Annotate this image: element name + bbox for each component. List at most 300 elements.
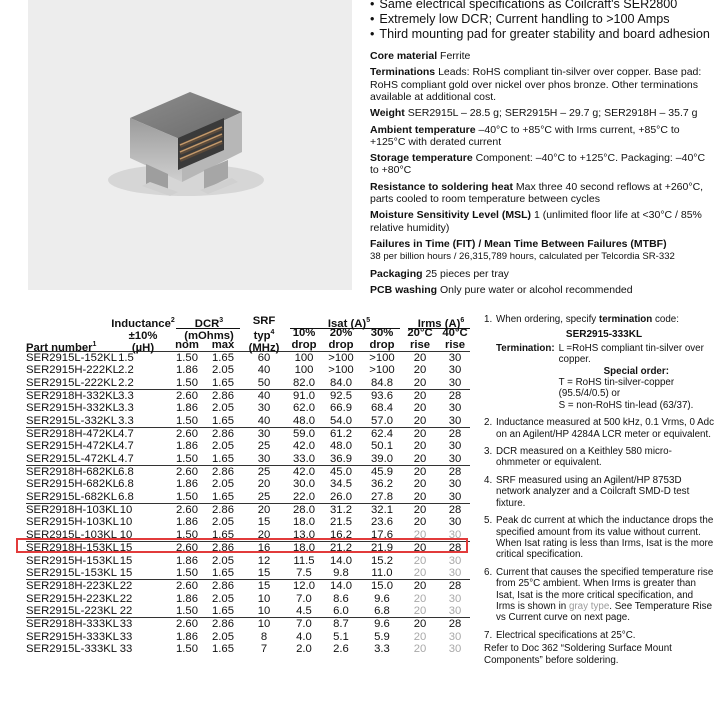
header-text: drop (291, 339, 317, 351)
table-cell: 57.0 (371, 414, 393, 427)
header-text: typ (253, 329, 271, 342)
table-cell: 16.2 (330, 528, 352, 541)
table-cell: 4.7 (118, 440, 134, 453)
table-cell: 8.7 (333, 618, 349, 631)
table-cell: SER2915H-222KL (26, 364, 119, 377)
row-group (26, 503, 470, 541)
table-cell: 20 (413, 428, 427, 441)
col-dcr-header: DCR$^3$ (mOhms) (184, 317, 234, 342)
table-cell: 36.9 (330, 452, 352, 465)
table-cell: 59.0 (293, 428, 315, 441)
table-cell: 25 (257, 440, 271, 453)
table-cell: 20 (413, 352, 427, 364)
table-cell: 62.0 (293, 402, 315, 415)
table-cell: 2.86 (212, 504, 234, 517)
table-cell: 1.50 (176, 352, 198, 364)
table-cell: 40 (257, 364, 271, 377)
table-cell: 21.5 (330, 516, 352, 529)
part-table (26, 315, 470, 655)
header-text: 40°C (442, 327, 468, 339)
header-text: (mOhms) (184, 329, 234, 342)
footnotes (484, 314, 714, 666)
table-cell: 1.50 (176, 566, 198, 579)
table-cell: 9.6 (374, 618, 390, 631)
spec-label: Storage temperature (370, 152, 473, 165)
table-row (26, 466, 470, 478)
table-cell: 1.86 (176, 440, 198, 453)
divider (408, 328, 470, 329)
header-text: drop (369, 339, 395, 351)
table-row (26, 555, 470, 567)
table-cell: 2.05 (212, 554, 234, 567)
divider (290, 328, 400, 329)
footnote-text: . See Temperature Rise vs Current curve on next page. (496, 600, 713, 624)
footnote-2 (484, 417, 714, 440)
footnote-1 (484, 314, 714, 325)
table-cell: 3.3 (118, 402, 134, 415)
table-cell: 20 (413, 490, 427, 503)
header-text: Inductance (111, 317, 171, 330)
table-cell: 22 (119, 580, 133, 593)
table-cell: 30 (448, 452, 462, 465)
footnote-number: 4. (484, 474, 493, 486)
header-text: Isat (A) (327, 317, 367, 330)
table-cell: 28 (448, 390, 462, 403)
table-cell: 20 (257, 504, 271, 517)
table-cell: 1.50 (176, 604, 198, 617)
table-cell: 15 (257, 566, 271, 579)
table-cell: 2.6 (333, 642, 349, 655)
table-cell: 28 (448, 618, 462, 631)
table-cell: 5.9 (374, 630, 390, 643)
table-cell: 30 (448, 516, 462, 529)
footnote-number: 6. (484, 566, 493, 578)
table-cell: SER2918H-223KL (26, 580, 119, 593)
table-row (26, 516, 470, 528)
table-cell: 16 (257, 542, 271, 555)
spec-text: Only pure water or alcohol recommended (440, 283, 633, 296)
table-cell: 4.0 (296, 630, 312, 643)
table-cell: 91.0 (293, 390, 315, 403)
table-cell: 2.60 (176, 618, 198, 631)
spec-ambient-temp (370, 124, 714, 148)
spec-terminations (370, 66, 714, 103)
spec-text: Component: –40°C to +125°C. Packaging: –40°C to +80°C (370, 152, 706, 177)
table-cell: 2.05 (212, 516, 234, 529)
table-cell: 15.2 (371, 554, 393, 567)
header-text: (µH) (131, 341, 155, 354)
table-cell: 33 (119, 642, 133, 655)
table-cell: 39.0 (371, 452, 393, 465)
feature-item: • Third mounting pad for greater stability and board adhesion (370, 27, 716, 42)
table-cell: 30 (448, 554, 462, 567)
table-cell: 30 (448, 642, 462, 655)
spec-fit-mtbf (370, 238, 714, 263)
table-cell: >100 (328, 352, 354, 364)
table-cell: 20 (413, 452, 427, 465)
table-row (26, 567, 470, 579)
table-row (26, 390, 470, 402)
table-cell: 20 (413, 440, 427, 453)
table-cell: 1.86 (176, 592, 198, 605)
table-cell: SER2918H-153KL (26, 542, 119, 555)
table-cell: 20 (413, 630, 427, 643)
table-cell: 28.0 (293, 504, 315, 517)
table-cell: 1.86 (176, 364, 198, 377)
footnote-text: Electrical specifications at 25°C. (496, 629, 636, 641)
table-cell: 48.0 (293, 414, 315, 427)
table-cell: 92.5 (330, 390, 352, 403)
table-cell: 20 (413, 504, 427, 517)
col-max-header: max (211, 339, 235, 351)
table-cell: 30 (448, 630, 462, 643)
table-cell: 2.86 (212, 618, 234, 631)
table-cell: 2.60 (176, 542, 198, 555)
table-cell: 1.50 (176, 414, 198, 427)
footnote-number: 3. (484, 446, 493, 458)
termination-values (559, 343, 714, 411)
table-cell: 100 (294, 364, 314, 377)
table-row (26, 478, 470, 490)
footnote-text (496, 314, 679, 325)
table-cell: 2.60 (176, 390, 198, 403)
table-cell: SER2918H-333KL (26, 618, 119, 631)
table-cell: 1.65 (212, 352, 234, 364)
table-cell: 66.9 (330, 402, 352, 415)
table-cell: 30 (448, 566, 462, 579)
table-cell: 11.5 (293, 554, 315, 567)
table-cell: 22 (119, 604, 133, 617)
footnote-number: 7. (484, 629, 493, 641)
table-cell: 4.7 (118, 452, 134, 465)
table-cell: 15 (257, 580, 271, 593)
table-cell: 68.4 (371, 402, 393, 415)
table-cell: 8.6 (333, 592, 349, 605)
product-photo (28, 0, 352, 290)
spec-label: PCB washing (370, 283, 438, 296)
table-cell: 33 (119, 618, 133, 631)
header-text: 20°C (407, 327, 433, 339)
table-cell: 45.0 (330, 466, 352, 479)
table-cell: 30 (448, 402, 462, 415)
table-cell: 1.50 (176, 490, 198, 503)
table-cell: 30 (448, 490, 462, 503)
table-row (26, 415, 470, 427)
spec-text: 38 per billion hours / 26,315,789 hours, calculated per Telcordia SR-332 (370, 251, 675, 263)
table-cell: 15 (257, 516, 271, 529)
table-cell: 84.8 (371, 376, 393, 389)
table-cell: 42.0 (293, 466, 315, 479)
spec-core-material (370, 50, 714, 62)
col-irms20-header (406, 327, 434, 351)
table-cell: 30 (448, 528, 462, 541)
table-cell: 1.65 (212, 528, 234, 541)
table-cell: SER2918H-682KL (26, 466, 119, 479)
table-cell: 1.65 (212, 566, 234, 579)
header-text: 10% (292, 327, 316, 339)
header-text: rise (409, 339, 431, 351)
termination-l: L =RoHS compliant tin-silver over copper. (558, 342, 704, 366)
table-cell: 17.6 (371, 528, 393, 541)
footnote-text: Current that causes the specified temperature rise from 25°C ambient. When Irms is greater than Isat, Isat is the more critical specification, and Irms is shown in (496, 566, 714, 612)
table-cell: 30 (257, 428, 271, 441)
row-group (26, 389, 470, 427)
table-cell: 15.0 (371, 580, 393, 593)
table-cell: SER2915L-152KL (26, 352, 118, 364)
table-cell: 20 (413, 390, 427, 403)
header-text: ±10% (128, 329, 158, 342)
termination-s: S = non-RoHS tin-lead (63/37). (558, 399, 694, 411)
spec-text: –40°C to +85°C with Irms current, +85°C to +125°C with derated current (370, 123, 680, 148)
col-irms40-header (439, 327, 471, 351)
table-cell: 15 (119, 542, 133, 555)
spec-storage-temp (370, 152, 714, 176)
col-isat30-header (362, 327, 402, 351)
spec-packaging (370, 268, 714, 280)
table-cell: 28 (448, 580, 462, 593)
table-cell: 10 (119, 504, 133, 517)
table-cell: 1.65 (212, 452, 234, 465)
spec-label: Moisture Sensitivity Level (MSL) (370, 209, 532, 222)
footnote-text: Peak dc current at which the inductance drops the specified amount from its value without current. When Isat rating is less than Irms, Isat is the more critical specification. (496, 515, 714, 561)
footnote-6 (484, 567, 714, 624)
table-row (26, 352, 470, 364)
col-isat20-header (323, 327, 359, 351)
table-cell: 20 (413, 364, 427, 377)
header-text: Irms (A) (417, 317, 461, 330)
table-cell: 30 (448, 414, 462, 427)
table-cell: 1.50 (176, 376, 198, 389)
table-cell: >100 (328, 364, 354, 377)
table-cell: 1.86 (176, 516, 198, 529)
table-cell: 21.2 (330, 542, 352, 555)
table-cell: 2.60 (176, 504, 198, 517)
table-cell: 1.65 (212, 376, 234, 389)
spec-text: 25 pieces per tray (425, 267, 509, 280)
table-cell: SER2915H-223KL (26, 592, 119, 605)
table-cell: SER2915H-682KL (26, 478, 119, 491)
table-cell: 30 (257, 402, 271, 415)
table-row (26, 605, 470, 617)
footnote-text: Inductance measured at 500 kHz, 0.1 Vrms, 0 Adc on an Agilent/HP 4284A LCR meter or equivalent. (496, 417, 715, 440)
spec-soldering-heat (370, 181, 714, 205)
table-cell: 10 (257, 618, 271, 631)
footnote-number: 2. (484, 417, 493, 429)
spec-msl (370, 209, 714, 233)
table-cell: 62.4 (371, 428, 393, 441)
table-cell: 61.2 (330, 428, 352, 441)
table-cell: 2.05 (212, 592, 234, 605)
table-cell: 33 (119, 630, 133, 643)
footnote-7 (484, 630, 714, 641)
spec-label: Ambient temperature (370, 123, 476, 136)
table-cell: 100 (294, 352, 314, 364)
table-cell: 33.0 (293, 452, 315, 465)
table-cell: 93.6 (371, 390, 393, 403)
footnote-text: DCR measured on a Keithley 580 micro-ohmmeter or equivalent. (496, 446, 672, 469)
table-cell: 28 (448, 428, 462, 441)
table-cell: SER2918H-103KL (26, 504, 119, 517)
table-cell: 2.05 (212, 478, 234, 491)
table-cell: SER2918H-472KL (26, 428, 119, 441)
table-cell: 30 (448, 592, 462, 605)
table-cell: 2.86 (212, 428, 234, 441)
spec-label: Terminations (370, 66, 436, 79)
table-cell: 50 (257, 376, 271, 389)
table-cell: 30 (448, 352, 462, 364)
table-cell: 2.86 (212, 542, 234, 555)
table-cell: 20 (413, 414, 427, 427)
table-cell: SER2915L-103KL (26, 528, 118, 541)
table-cell: 1.86 (176, 554, 198, 567)
spec-text: Ferrite (440, 50, 471, 62)
footnote-bold: termination (598, 314, 653, 325)
table-cell: 50.1 (371, 440, 393, 453)
table-cell: 7.0 (296, 618, 312, 631)
table-cell: 27.8 (371, 490, 393, 503)
table-cell: 25 (257, 466, 271, 479)
table-cell: 20 (413, 466, 427, 479)
table-cell: 2.2 (118, 364, 134, 377)
table-cell: SER2915L-222KL (26, 376, 118, 389)
table-cell: SER2915L-333KL (26, 642, 118, 655)
special-order-label: Special order: (603, 365, 669, 377)
termination-label: Termination: (496, 342, 555, 354)
spec-label: Resistance to soldering heat (370, 180, 513, 193)
table-cell: 1.50 (176, 642, 198, 655)
termination-options (496, 343, 714, 411)
table-cell: 7.0 (296, 592, 312, 605)
table-cell: 2.86 (212, 390, 234, 403)
footnote-number: 5. (484, 515, 493, 527)
table-body (26, 351, 470, 655)
table-row (26, 491, 470, 503)
table-cell: 2.05 (212, 440, 234, 453)
table-cell: 1.50 (176, 452, 198, 465)
spec-label: Weight (370, 107, 405, 120)
table-cell: 30 (448, 478, 462, 491)
col-inductance-header: Inductance$^2$ ±10% (µH) (111, 317, 175, 354)
table-cell: 36.2 (371, 478, 393, 491)
spec-text: 1 (unlimited floor life at <30°C / 85% relative humidity) (370, 209, 702, 234)
table-cell: 6.8 (118, 466, 134, 479)
table-cell: 5.1 (333, 630, 349, 643)
table-row (26, 364, 470, 376)
table-cell: 20 (413, 478, 427, 491)
table-cell: 32.1 (371, 504, 393, 517)
footnote-text: When ordering, specify (496, 314, 597, 325)
table-cell: 26.0 (330, 490, 352, 503)
table-cell: 20 (413, 402, 427, 415)
table-cell: 20 (413, 566, 427, 579)
table-cell: 11.0 (371, 566, 393, 579)
footnote-text: SRF measured using an Agilent/HP 8753D network analyzer and a Coilcraft SMD-D test fixture. (496, 474, 690, 509)
table-cell: 34.5 (330, 478, 352, 491)
header-text: DCR (194, 317, 220, 330)
table-cell: SER2915H-153KL (26, 554, 119, 567)
footnote-text (496, 567, 714, 624)
table-cell: 20 (413, 542, 427, 555)
table-cell: 23.6 (371, 516, 393, 529)
table-cell: 15 (119, 566, 133, 579)
header-text: SRF (252, 315, 276, 327)
divider (176, 328, 240, 329)
table-cell: >100 (369, 364, 395, 377)
table-cell: 20 (413, 516, 427, 529)
table-cell: 22.0 (293, 490, 315, 503)
table-cell: SER2918H-332KL (26, 390, 119, 403)
table-cell: 20 (413, 528, 427, 541)
table-cell: 1.65 (212, 414, 234, 427)
table-cell: 4.7 (118, 428, 134, 441)
table-cell: 1.65 (212, 642, 234, 655)
header-text: 20% (329, 327, 353, 339)
table-cell: 8 (260, 630, 268, 643)
table-row (26, 593, 470, 605)
highlighted-row-box (16, 538, 468, 553)
table-cell: 14.0 (330, 580, 352, 593)
table-cell: 30 (448, 604, 462, 617)
table-cell: 3.3 (118, 390, 134, 403)
table-cell: 2.05 (212, 402, 234, 415)
table-row-highlighted (26, 504, 470, 516)
table-cell: 6.0 (333, 604, 349, 617)
table-cell: 45.9 (371, 466, 393, 479)
feature-item: • Same electrical specifications as Coilcraft's SER2800 (370, 0, 716, 12)
table-cell: 1.5 (118, 352, 134, 364)
table-header (26, 315, 470, 354)
table-cell: SER2915L-223KL (26, 604, 118, 617)
table-cell: 1.86 (176, 630, 198, 643)
table-cell: 12 (257, 554, 271, 567)
table-cell: 4.5 (296, 604, 312, 617)
table-cell: 2.86 (212, 580, 234, 593)
table-row (26, 631, 470, 643)
table-cell: 2.86 (212, 466, 234, 479)
table-cell: 30 (448, 440, 462, 453)
spec-weight (370, 107, 714, 119)
table-cell: 54.0 (330, 414, 352, 427)
col-irms-header: Irms $(A)^6$ (417, 317, 465, 330)
table-cell: 20 (413, 554, 427, 567)
table-cell: 28 (448, 504, 462, 517)
table-cell: SER2915L-332KL (26, 414, 118, 427)
footnote-5 (484, 515, 714, 561)
table-cell: 30 (448, 376, 462, 389)
table-cell: 20 (257, 528, 271, 541)
table-cell: 1.65 (212, 490, 234, 503)
header-text: (MHz) (248, 341, 280, 354)
footnote-3 (484, 446, 714, 469)
table-cell: SER2915L-153KL (26, 566, 118, 579)
table-cell: 20 (413, 376, 427, 389)
table-cell: 1.86 (176, 478, 198, 491)
table-cell: 1.50 (176, 528, 198, 541)
table-cell: 6.8 (118, 490, 134, 503)
table-cell: 2.05 (212, 364, 234, 377)
table-cell: 6.8 (374, 604, 390, 617)
table-cell: 22 (119, 592, 133, 605)
table-cell: 28 (448, 542, 462, 555)
table-row (26, 428, 470, 440)
table-cell: 18.0 (293, 516, 315, 529)
table-cell: 20 (257, 478, 271, 491)
table-cell: 2.0 (296, 642, 312, 655)
spec-label: Core material (370, 50, 438, 62)
table-cell: 28 (448, 466, 462, 479)
table-cell: 10 (257, 592, 271, 605)
table-row (26, 643, 470, 655)
